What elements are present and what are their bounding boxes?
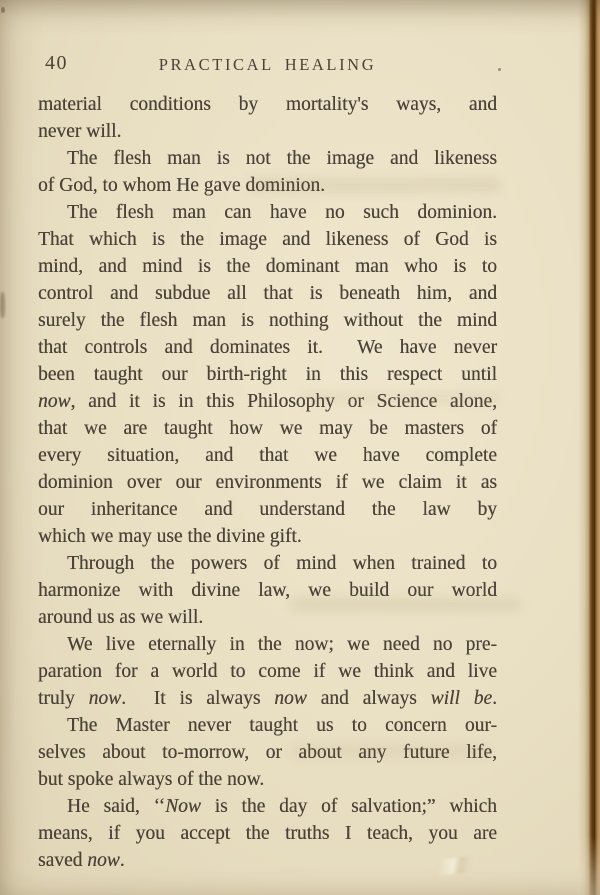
ink-speck (0, 292, 5, 318)
text-line: but spoke always of the now. (38, 769, 265, 790)
text-line: of God, to whom He gave dominion. (38, 175, 326, 196)
text-line: The Master never taught us to concern our- (67, 715, 497, 736)
ink-speck (498, 68, 501, 71)
ink-speck (1, 7, 5, 13)
text-line: which we may use the divine gift. (38, 526, 302, 547)
text-line: been taught our birth-right in this respect until (38, 364, 497, 385)
text-line: We live eternally in the now; we need no pre- (67, 634, 497, 655)
text-line: That which is the image and likeness of God is (38, 229, 497, 250)
text-line: that controls and dominates it. We have never (38, 337, 497, 358)
page-number: 40 (45, 52, 68, 74)
text-line: mind, and mind is the dominant man who is to (38, 256, 497, 277)
text-line: truly now. It is always now and always will be. (38, 688, 497, 709)
text-line: Through the powers of mind when trained to (67, 553, 497, 574)
text-line: material conditions by mortality's ways, and (38, 94, 497, 115)
text-line: dominion over our environments if we claim it as (38, 472, 497, 493)
text-line: The flesh man can have no such dominion. (67, 202, 497, 223)
text-line: control and subdue all that is beneath him, and (38, 283, 497, 304)
text-line: saved now. (38, 850, 125, 871)
text-line: paration for a world to come if we think and live (38, 661, 497, 682)
text-line: never will. (38, 121, 122, 142)
running-title: PRACTICAL HEALING (158, 55, 377, 74)
text-line: He said, ‘‘Now is the day of salvation;” which (67, 796, 497, 817)
page-header (38, 52, 497, 78)
text-line: around us as we will. (38, 607, 204, 628)
text-line: our inheritance and understand the law by (38, 499, 497, 520)
text-line: that we are taught how we may be masters of (38, 418, 497, 439)
text-line: The flesh man is not the image and likeness (67, 148, 497, 169)
text-line: selves about to-morrow, or about any future life, (38, 742, 497, 763)
text-line: harmonize with divine law, we build our world (38, 580, 497, 601)
book-edge (578, 0, 600, 895)
text-line: surely the flesh man is nothing without the mind (38, 310, 497, 331)
text-line: now, and it is in this Philosophy or Science alone, (38, 391, 497, 412)
text-line: means, if you accept the truths I teach, you are (38, 823, 497, 844)
body-text (38, 91, 497, 874)
text-line: every situation, and that we have complete (38, 445, 497, 466)
